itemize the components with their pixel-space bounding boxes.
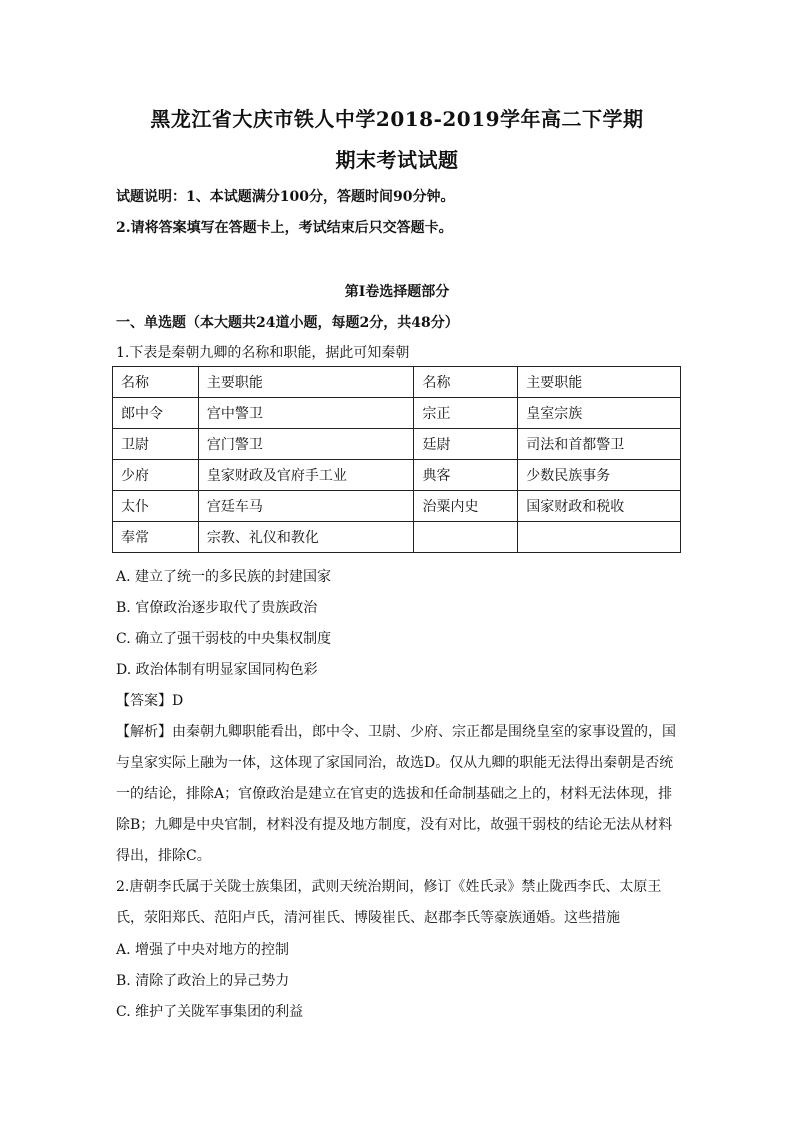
q1-option-c: C. 确立了强干弱枝的中央集权制度	[116, 631, 332, 647]
table-cell: 司法和首都警卫	[518, 429, 681, 460]
table-cell	[518, 522, 681, 553]
table-cell: 卫尉	[113, 429, 199, 460]
table-cell: 奉常	[113, 522, 199, 553]
table-cell: 宗正	[414, 398, 518, 429]
analysis-label: 【解析】	[116, 724, 172, 740]
table-cell: 典客	[414, 460, 518, 491]
q1-analysis-line-1	[116, 721, 676, 741]
q1-nine-ministers-table	[112, 366, 681, 553]
q1-stem: 1.下表是秦朝九卿的名称和职能，据此可知秦朝	[116, 345, 410, 361]
table-cell: 郎中令	[113, 398, 199, 429]
q1-analysis-line-5: 得出，排除C。	[116, 848, 211, 864]
q2-stem-line-2: 氏，荥阳郑氏、范阳卢氏，清河崔氏、博陵崔氏、赵郡李氏等豪族通婚。这些措施	[116, 910, 620, 926]
table-cell	[414, 522, 518, 553]
table-header-row	[113, 367, 681, 398]
q1-option-a: A. 建立了统一的多民族的封建国家	[116, 569, 332, 585]
analysis-text: 由秦朝九卿职能看出，郎中令、卫尉、少府、宗正都是围绕皇室的家事设置的，国	[172, 724, 676, 740]
table-cell: 皇家财政及官府手工业	[198, 460, 414, 491]
document-title-line2: 期末考试试题	[335, 148, 459, 172]
table-row	[113, 460, 681, 491]
table-cell: 主要职能	[518, 367, 681, 398]
q2-option-b: B. 清除了政治上的异己势力	[116, 973, 290, 989]
q2-option-c: C. 维护了关陇军事集团的利益	[116, 1004, 304, 1020]
q2-option-a: A. 增强了中央对地方的控制	[116, 942, 290, 958]
q1-analysis-line-3: 一的结论，排除A；官僚政治是建立在官吏的选拔和任命制基础之上的，材料无法体现，排	[116, 786, 673, 802]
table-cell: 名称	[414, 367, 518, 398]
table-row	[113, 491, 681, 522]
q1-analysis-line-4: 除B；九卿是中央官制，材料没有提及地方制度，没有对比，故强干弱枝的结论无法从材料	[116, 817, 673, 833]
table-row	[113, 522, 681, 553]
document-title-line1: 黑龙江省大庆市铁人中学2018-2019学年高二下学期	[150, 107, 644, 131]
instruction-line-1: 试题说明：1、本试题满分100分，答题时间90分钟。	[116, 189, 455, 205]
table-cell: 宫廷车马	[198, 491, 414, 522]
q1-analysis-line-2: 与皇家实际上融为一体，这体现了家国同治，故选D。仅从九卿的职能无法得出秦朝是否统	[116, 755, 674, 771]
table-row	[113, 429, 681, 460]
table-cell: 宫门警卫	[198, 429, 414, 460]
table-cell: 治粟内史	[414, 491, 518, 522]
table-cell: 皇室宗族	[518, 398, 681, 429]
q2-stem-line-1: 2.唐朝李氏属于关陇士族集团，武则天统治期间，修订《姓氏录》禁止陇西李氏、太原王	[116, 879, 662, 895]
q1-option-d: D. 政治体制有明显家国同构色彩	[116, 662, 318, 678]
table-cell: 宫中警卫	[198, 398, 414, 429]
table-cell: 廷尉	[414, 429, 518, 460]
table-row	[113, 398, 681, 429]
q1-option-b: B. 官僚政治逐步取代了贵族政治	[116, 600, 318, 616]
q1-answer: 【答案】D	[116, 693, 184, 709]
section-title: 第Ⅰ卷选择题部分	[344, 284, 450, 300]
instruction-line-2: 2.请将答案填写在答题卡上，考试结束后只交答题卡。	[116, 220, 453, 236]
table-cell: 名称	[113, 367, 199, 398]
part-heading: 一、单选题（本大题共24道小题，每题2分，共48分）	[116, 315, 459, 331]
table-cell: 太仆	[113, 491, 199, 522]
table-cell: 主要职能	[198, 367, 414, 398]
table-cell: 少数民族事务	[518, 460, 681, 491]
table-cell: 国家财政和税收	[518, 491, 681, 522]
table-cell: 少府	[113, 460, 199, 491]
table-cell: 宗教、礼仪和教化	[198, 522, 414, 553]
